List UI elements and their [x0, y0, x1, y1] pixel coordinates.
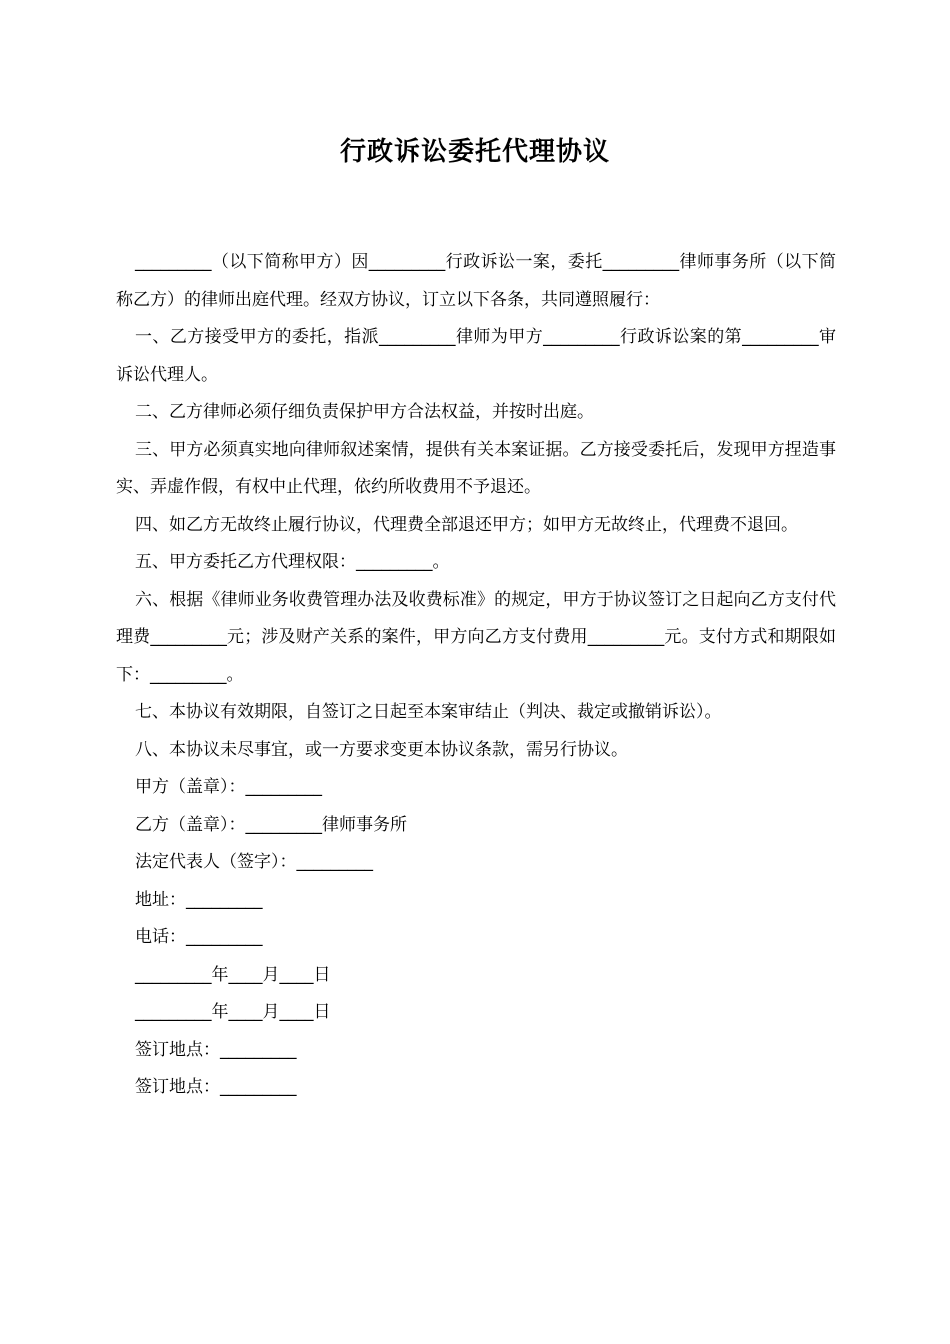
signing-place-line: 签订地点：_________: [135, 1077, 297, 1097]
clause-1: 一、乙方接受甲方的委托，指派_________律师为甲方_________行政诉讼案的第_________审诉讼代理人。: [116, 327, 836, 385]
party-a-seal-line: 甲方（盖章）：_________: [135, 777, 322, 797]
date-line: _________年____月____日: [135, 964, 331, 985]
clause-6: 六、根据《律师业务收费管理办法及收费标准》的规定，甲方于协议签订之日起向乙方支付代理费_________元；涉及财产关系的案件，甲方向乙方支付费用_________元。支付方式和期限如下：_________。: [116, 589, 836, 685]
document-title: 行政诉讼委托代理协议: [339, 137, 610, 167]
clause-4: 四、如乙方无故终止履行协议，代理费全部退还甲方；如甲方无故终止，代理费不退回。: [135, 514, 798, 535]
clause-7: 七、本协议有效期限，自签订之日起至本案审结止（判决、裁定或撤销诉讼）。: [135, 702, 722, 722]
phone-line: 电话：_________: [135, 927, 263, 947]
date-line: _________年____月____日: [135, 1002, 331, 1022]
clause-2: 二、乙方律师必须仔细负责保护甲方合法权益，并按时出庭。: [135, 402, 594, 422]
clause-5: 五、甲方委托乙方代理权限：_________。: [135, 552, 450, 572]
party-b-seal-line: 乙方（盖章）：_________律师事务所: [135, 814, 407, 835]
signing-place-line: 签订地点：_________: [135, 1039, 297, 1060]
clause-3: 三、甲方必须真实地向律师叙述案情，提供有关本案证据。乙方接受委托后，发现甲方捏造事实、弄虚作假，有权中止代理，依约所收费用不予退还。: [116, 439, 836, 497]
clause-8: 八、本协议未尽事宜，或一方要求变更本协议条款，需另行协议。: [135, 739, 628, 760]
legal-representative-line: 法定代表人（签字）：_________: [135, 852, 373, 872]
preamble-paragraph: _________（以下简称甲方）因_________行政诉讼一案，委托_________律师事务所（以下简称乙方）的律师出庭代理。经双方协议，订立以下各条，共同遵照履行：: [116, 252, 836, 310]
document-body: [116, 244, 836, 1107]
address-line: 地址：_________: [135, 889, 263, 910]
